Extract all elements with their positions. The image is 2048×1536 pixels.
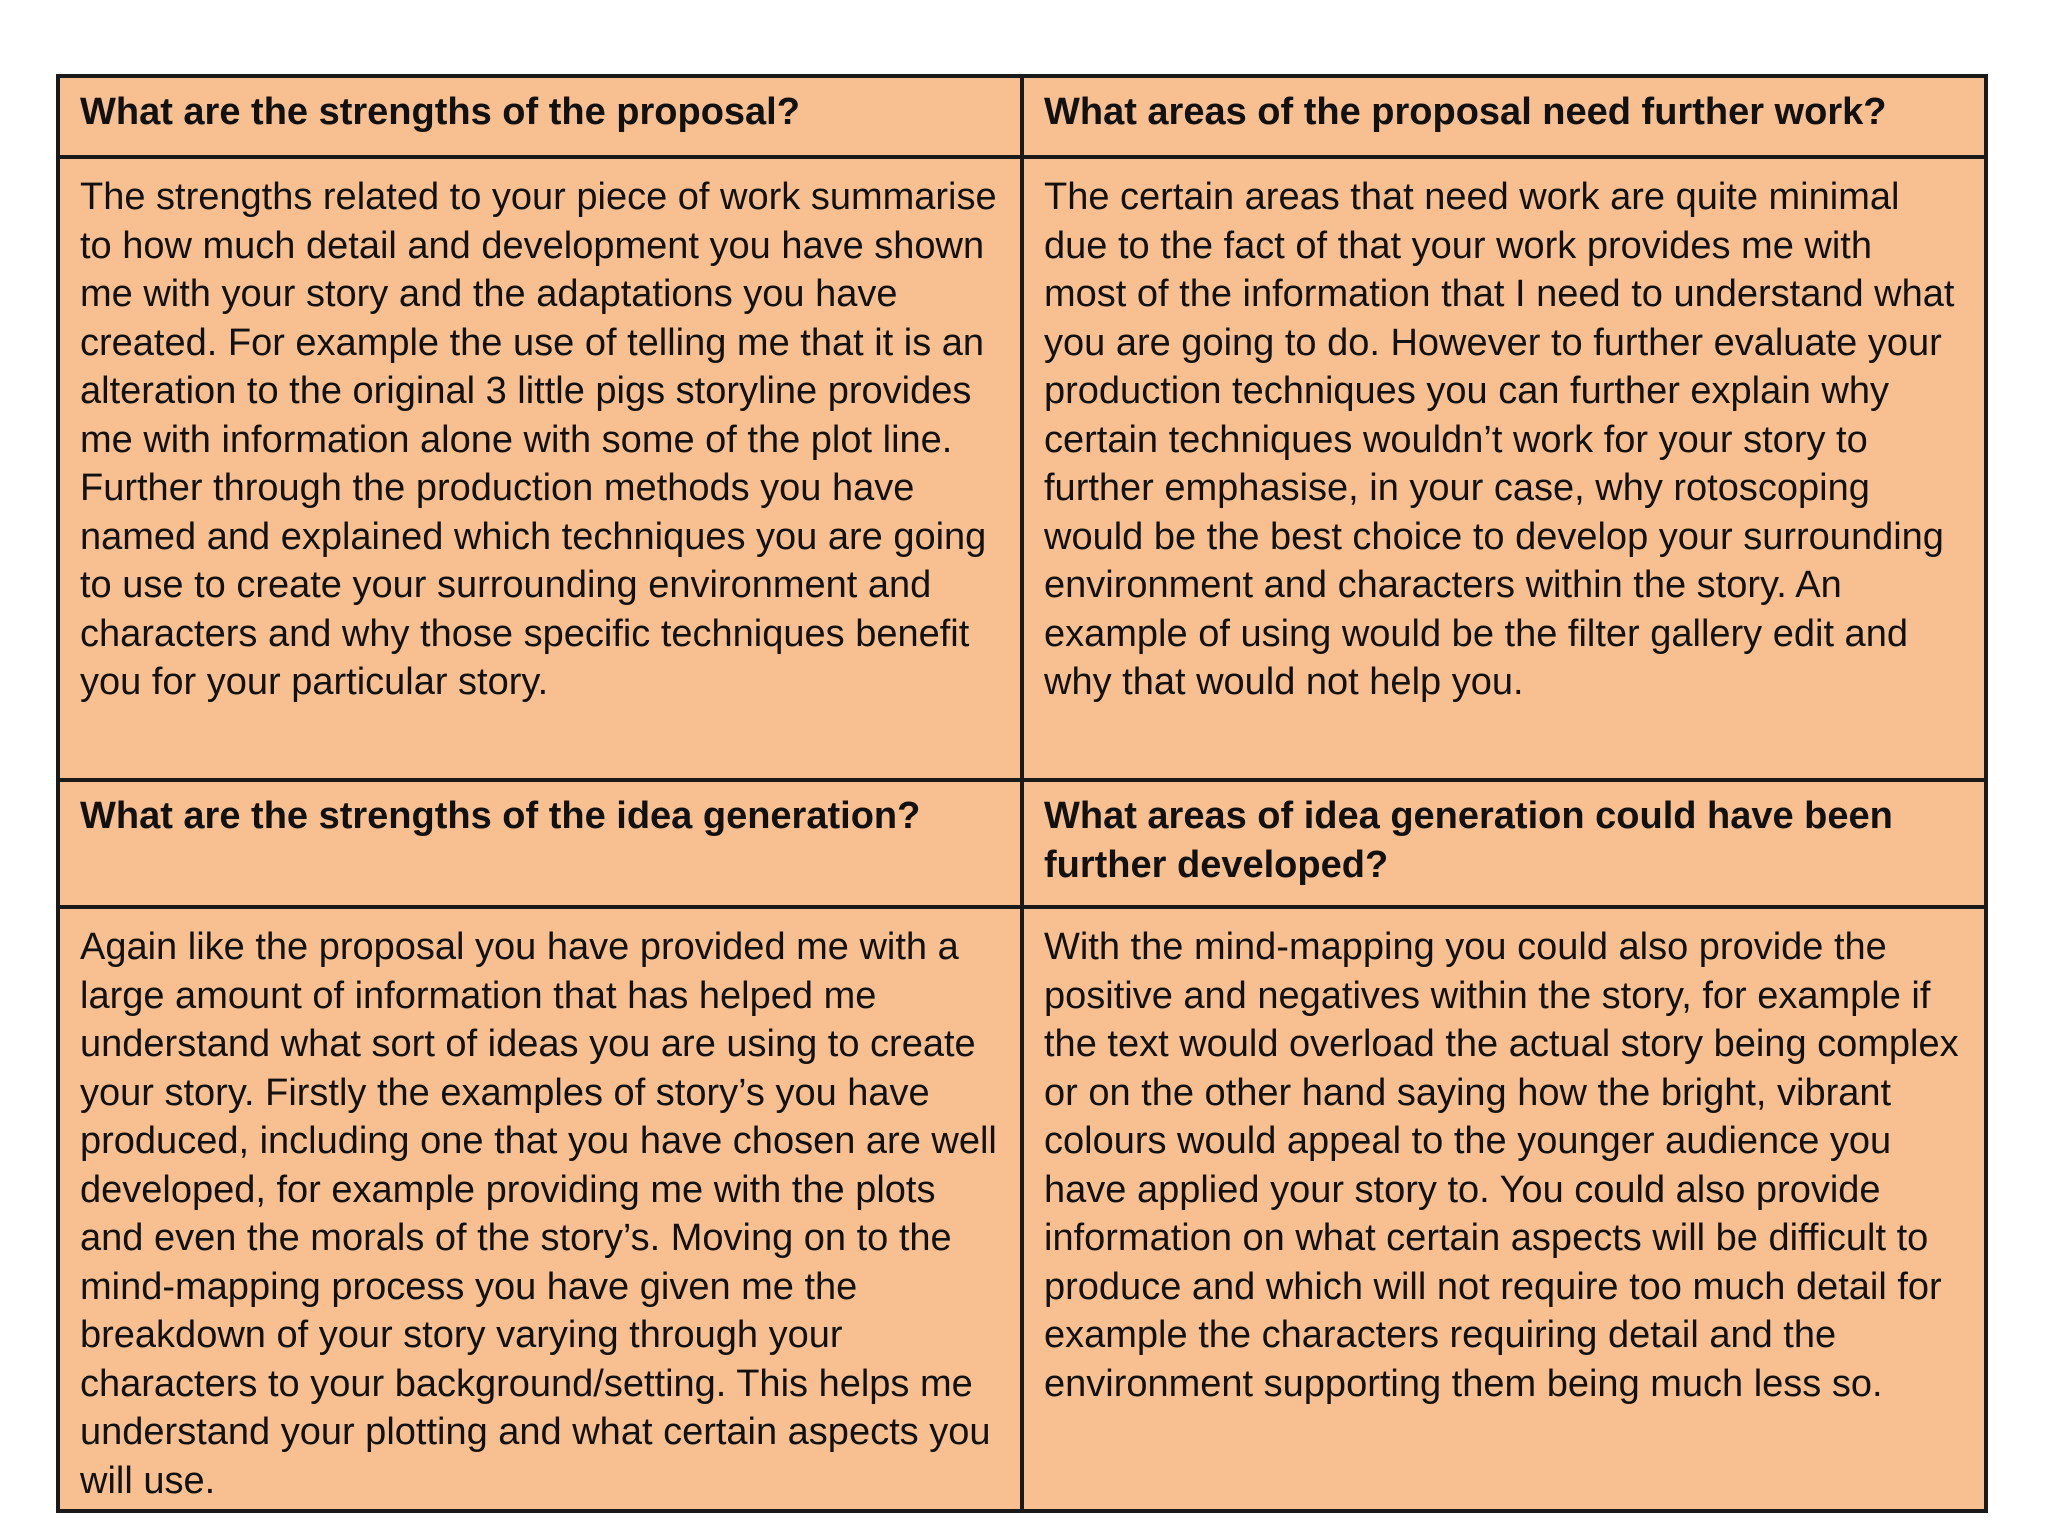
proposal-further-work-answer: The certain areas that need work are quite minimal due to the fact of that your work provides me with most of the information that I need to understand what you are going to do. However to further evaluate your production techniques you can further explain why certain techniques wouldn’t work for your story to further emphasise, in your case, why rotoscoping would be the best choice to develop your surrounding environment and characters within the story. An example of using would be the filter gallery edit and why that would not help you. bbox=[1022, 157, 1986, 780]
proposal-strengths-answer: The strengths related to your piece of work summarise to how much detail and development you have shown me with your story and the adaptations you have created. For example the use of telling me that it is an alteration to the original 3 little pigs storyline provides me with information alone with some of the plot line. Further through the production methods you have named and explained which techniques you are going to use to create your surrounding environment and characters and why those specific techniques benefit you for your particular story. bbox=[58, 157, 1022, 780]
table-row-proposal-answers bbox=[58, 157, 1986, 780]
idea-strengths-heading: What are the strengths of the idea generation? bbox=[58, 780, 1022, 907]
idea-further-development-answer: With the mind-mapping you could also provide the positive and negatives within the story, for example if the text would overload the actual story being complex or on the other hand saying how the bright, vibrant colours would appeal to the younger audience you have applied your story to. You could also provide information on what certain aspects will be difficult to produce and which will not require too much detail for example the characters requiring detail and the environment supporting them being much less so. bbox=[1022, 907, 1986, 1511]
proposal-further-work-heading: What areas of the proposal need further work? bbox=[1022, 76, 1986, 157]
table-row-idea-answers bbox=[58, 907, 1986, 1511]
table-row-idea-headings bbox=[58, 780, 1986, 907]
proposal-strengths-heading: What are the strengths of the proposal? bbox=[58, 76, 1022, 157]
idea-further-development-heading: What areas of idea generation could have been further developed? bbox=[1022, 780, 1986, 907]
feedback-table bbox=[56, 74, 1988, 1513]
idea-strengths-answer: Again like the proposal you have provided me with a large amount of information that has helped me understand what sort of ideas you are using to create your story. Firstly the examples of story’s you have produced, including one that you have chosen are well developed, for example providing me with the plots and even the morals of the story’s. Moving on to the mind-mapping process you have given me the breakdown of your story varying through your characters to your background/setting. This helps me understand your plotting and what certain aspects you will use. bbox=[58, 907, 1022, 1511]
table-row-proposal-headings bbox=[58, 76, 1986, 157]
